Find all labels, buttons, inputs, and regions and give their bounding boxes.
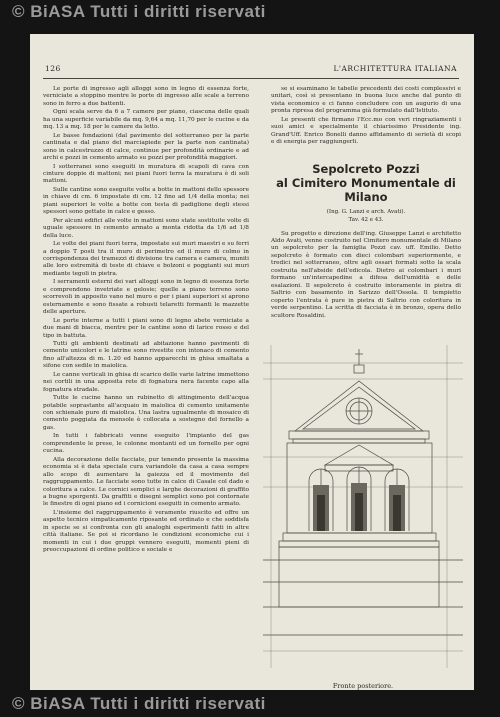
article-paragraph: Su progetto e direzione dell'ing. Giuseppe Lanzi e architetto Aldo Avati, venne costruito nel Cimitero monumentale di Milano un sepolcreto per la famiglia Pozzi cav. uff. Emilio. Detto sepolcreto è formato con dieci colombari superiormente, e tredici nel sotterraneo, oltre agli ossari formati sotto la scala costruita nell'abside dell'edicola. Dietro ai colombari i muri formano un'intercapedine a difesa dell'umidità e delle esalazioni. Il sepolcreto è costruito interamente in pietra di Saltrio con basamento in Sarizzo dell'Ossola. Il tempietto coperto l'entrata è pure in pietra di Saltrio con coloritura in verde serpentino. La scritta di facciata è in bronzo, opera dello scultore Rosaldini.	[271, 230, 461, 319]
watermark-top: © BiASA Tutti i diritti riservati	[12, 2, 266, 21]
article-title-line2: al Cimitero Monumentale di Milano	[276, 175, 456, 204]
left-paragraph: Sulle cantine sono eseguite volte a botte in mattoni dello spessore in chiave di cm. 6 impostate di cm. 12 fino ad 1/4 della monta; nei piani superiori le volte a botte con testa di padiglione degli stessi spessori sono gettate in calce e gesso.	[43, 186, 249, 216]
left-paragraph: In tutti i fabbricati venne eseguito l'impianto del gas comprendente le prese, le colonne montanti ed un fornello per ogni cucina.	[43, 433, 249, 455]
left-paragraph: I serramenti esterni dei vari alloggi sono in legno di essenza forte e comprendono invetriate e gelosie; quelle a piano terreno sono scorrevoli in apposito vano nel muro e per i piani superiori si aprono esternamente e sono fissate a robusti telaretti formanti le mazzette delle aperture.	[43, 279, 249, 316]
watermark-bottom: © BiASA Tutti i diritti riservati	[12, 694, 266, 713]
left-column	[43, 86, 249, 556]
page-header	[30, 64, 474, 78]
document-page	[30, 34, 474, 690]
left-paragraph: Alla decorazione delle facciate, pur tenendo presente la massima economia si è data speciale cura variandole da casa a casa sempre allo scopo di aumentare la gaiezza ed il movimento del raggruppamento. Le facciate sono tutte in calce di Casale col dado e coloritura a calce. Le cornici semplici e larghe decorazioni di graffito a bugne sporgenti. Da graffiti e disegni semplici sono poi contornate le finestre di ogni piano ed i cornicioni eseguiti in cemento armato.	[43, 456, 249, 508]
page-number: 126	[45, 64, 61, 73]
left-paragraph: Le canne verticali in ghisa di scarico delle varie latrine immettono nei cortili in una apposita rete di fognatura nera facente capo alla fognatura stradale.	[43, 371, 249, 393]
article-plates: Tav. 42 e 43.	[348, 217, 384, 224]
right-paragraph: Le presenti che firmano l'Ecc.mo con veri ringraziamenti i suoi amici e specialmente il chiarissimo Presidente ing. Grand'Uff. Enrico Bonelli danno affidamento di serietà di scopi e di energia per raggiungerli.	[271, 116, 461, 146]
left-paragraph: Le porte interne a tutti i piani sono di legno abete verniciate a due mani di biacca, mentre per le cantine sono di larice rosso e del tipo in battuta.	[43, 317, 249, 339]
left-paragraph: Per alcuni edifici alle volte in mattoni sono state sostituite volte di uguale spessore in cemento armato a monta ridotta da 1/6 ad 1/8 della luce.	[43, 217, 249, 239]
left-paragraph: Ogni scala serve da 6 a 7 camere per piano, ciascuna delle quali ha una superficie variabile da mq. 9,64 a mq. 11,70 per le cucine e da mq. 13 a mq. 18 per le camere da letto.	[43, 109, 249, 131]
left-paragraph: Tutti gli ambienti destinati ad abitazione hanno pavimenti di cemento unicolori e le latrine sono rivestite con intonaco di cemento fino all'altezza di m. 1.20 ed hanno apparecchi in ghisa smaltata a sifone con sedile in maiolica.	[43, 340, 249, 370]
left-paragraph: I sotterranei sono eseguiti in muratura di scapoli di cava con cinture doppie di mattoni; nei piani fuori terra la muratura è di soli mattoni.	[43, 163, 249, 185]
left-paragraph: Tutte le cucine hanno un rubinetto di attingimento dell'acqua potabile soprastante all'acquaio in maiolica di cemento unitamente con schienale pure di maiolica. Una lastra ugualmente di mosaico di cemento poggiata da mensole è collocata a sostegno del fornello a gas.	[43, 395, 249, 431]
right-paragraph: se si esaminano le tabelle precedenti dei costi complessivi e unitari, così si presentano in buona luce anche dal punto di vista economico e ci fanno concludere con un augurio di una pronta ripresa del programma già formulato dall'Istituto.	[271, 86, 461, 115]
left-paragraph: L'insieme del raggruppamento è veramente riuscito ed offre un aspetto tecnico simpaticamente riposante ed ordinato e che soddisfa in specie se si confronta con gli analoghi esperimenti fatti in altre città italiane. Se poi si ricordano le condizioni economiche cui i momenti in cui i due gruppi vennero eseguiti, momenti pieni di preoccupazioni di ordine politico e sociale e	[43, 509, 249, 554]
left-paragraph: Le volte dei piani fuori terra, impostate sui muri maestri e su ferri a doppio T posti tra il muro di perimetro ed il muro di colmo in corrispondenza dei tramezzi di divisione tra camera e camera, muniti alle loro estremità di teste di chiave e bolzoni e poggianti sui muri mediante tegoli in pietra.	[43, 241, 249, 277]
right-column	[271, 86, 461, 321]
article-title-line1: Sepolcreto Pozzi	[312, 161, 420, 176]
chapel-rear-elevation-drawing	[263, 345, 463, 668]
header-rule	[43, 78, 459, 79]
journal-title: L'ARCHITETTURA ITALIANA	[333, 64, 457, 73]
left-paragraph: Le porte di ingresso agli alloggi sono in legno di essenza forte, verniciate a stoppino mentre le porte di ingresso alle scale a terreno sono in ferro a due battenti.	[43, 86, 249, 107]
figure-caption: Fronte posteriore.	[332, 682, 394, 690]
article-authors: (Ing. G. Lanzi e arch. Avati).	[326, 208, 406, 215]
left-paragraph: Le basse fondazioni (dal pavimento del sotterraneo per la parte cantinata e dal piano del marciapiede per la parte non cantinata) sono in calcestruzzo di calce, continue per profondità ordinarie e ad archi e pozzi in cemento armato su pozzi per profondità maggiori.	[43, 132, 249, 162]
